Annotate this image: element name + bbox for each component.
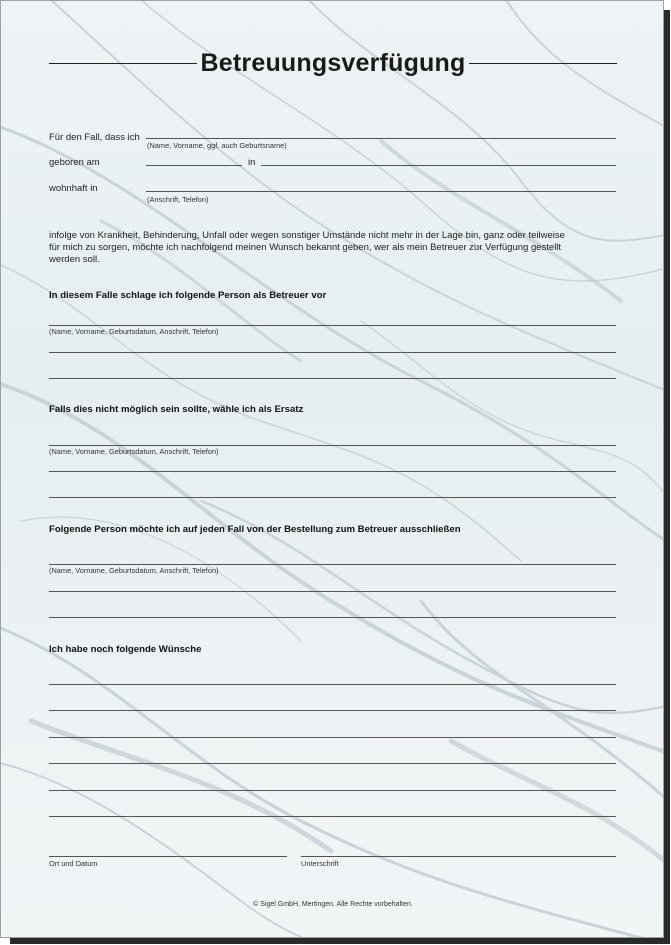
betreuer-field-line-2[interactable] [49,352,616,353]
ersatz-field-hint: (Name, Vorname, Geburtsdatum, Anschrift, Telefon) [49,447,219,456]
betreuer-field-line-3[interactable] [49,378,616,379]
wuensche-line[interactable] [49,737,616,738]
intro-line: werden soll. [49,254,100,265]
betreuer-field-hint: (Name, Vorname, Geburtsdatum, Anschrift, Telefon) [49,327,219,336]
intro-line: infolge von Krankheit, Behinderung, Unfall oder wegen sonstiger Umstände nicht mehr in der Lage bin, ganz oder teilweise [49,230,565,241]
name-field[interactable] [146,138,616,139]
ausschluss-field-hint: (Name, Vorname, Geburtsdatum, Anschrift, Telefon) [49,566,219,575]
ausschluss-field-line-2[interactable] [49,591,616,592]
section-heading-ersatz: Falls dies nicht möglich sein sollte, wähle ich als Ersatz [49,404,304,415]
intro-paragraph [49,230,617,266]
birth-place-field[interactable] [261,165,616,166]
ort-datum-label: Ort und Datum [49,859,98,868]
section-heading-betreuer: In diesem Falle schlage ich folgende Person als Betreuer vor [49,290,327,301]
ersatz-field-line-2[interactable] [49,471,616,472]
section-heading-ausschluss: Folgende Person möchte ich auf jeden Fall von der Bestellung zum Betreuer ausschließen [49,524,461,535]
wuensche-line[interactable] [49,684,616,685]
wuensche-line[interactable] [49,816,616,817]
unterschrift-label: Unterschrift [301,859,339,868]
wuensche-line[interactable] [49,763,616,764]
name-field-hint: (Name, Vorname, ggf. auch Geburtsname) [147,141,287,150]
page-title: Betreuungsverfügung [200,49,466,77]
title-block [49,49,617,79]
ersatz-field-line-1[interactable] [49,445,616,446]
section-heading-wuensche: Ich habe noch folgende Wünsche [49,644,202,655]
ort-datum-field[interactable] [49,856,287,857]
label-fuer-den-fall: Für den Fall, dass ich [49,132,140,143]
address-field-hint: (Anschrift, Telefon) [147,195,209,204]
label-in: in [248,157,256,168]
wuensche-line[interactable] [49,710,616,711]
ausschluss-field-line-3[interactable] [49,617,616,618]
address-field[interactable] [146,191,616,192]
label-geboren-am: geboren am [49,157,100,168]
copyright-footer: © Sigel GmbH, Mertingen. Alle Rechte vorbehalten. [253,901,413,908]
intro-line: für mich zu sorgen, möchte ich nachfolgend meinen Wunsch bekannt geben, wer als mein Betreuer zur Verfügung gestellt [49,242,562,253]
ersatz-field-line-3[interactable] [49,497,616,498]
betreuer-field-line-1[interactable] [49,325,616,326]
title-rule-right [469,63,617,64]
ausschluss-field-line-1[interactable] [49,564,616,565]
birth-date-field[interactable] [146,165,242,166]
wuensche-line[interactable] [49,790,616,791]
label-wohnhaft-in: wohnhaft in [49,183,98,194]
unterschrift-field[interactable] [301,856,616,857]
